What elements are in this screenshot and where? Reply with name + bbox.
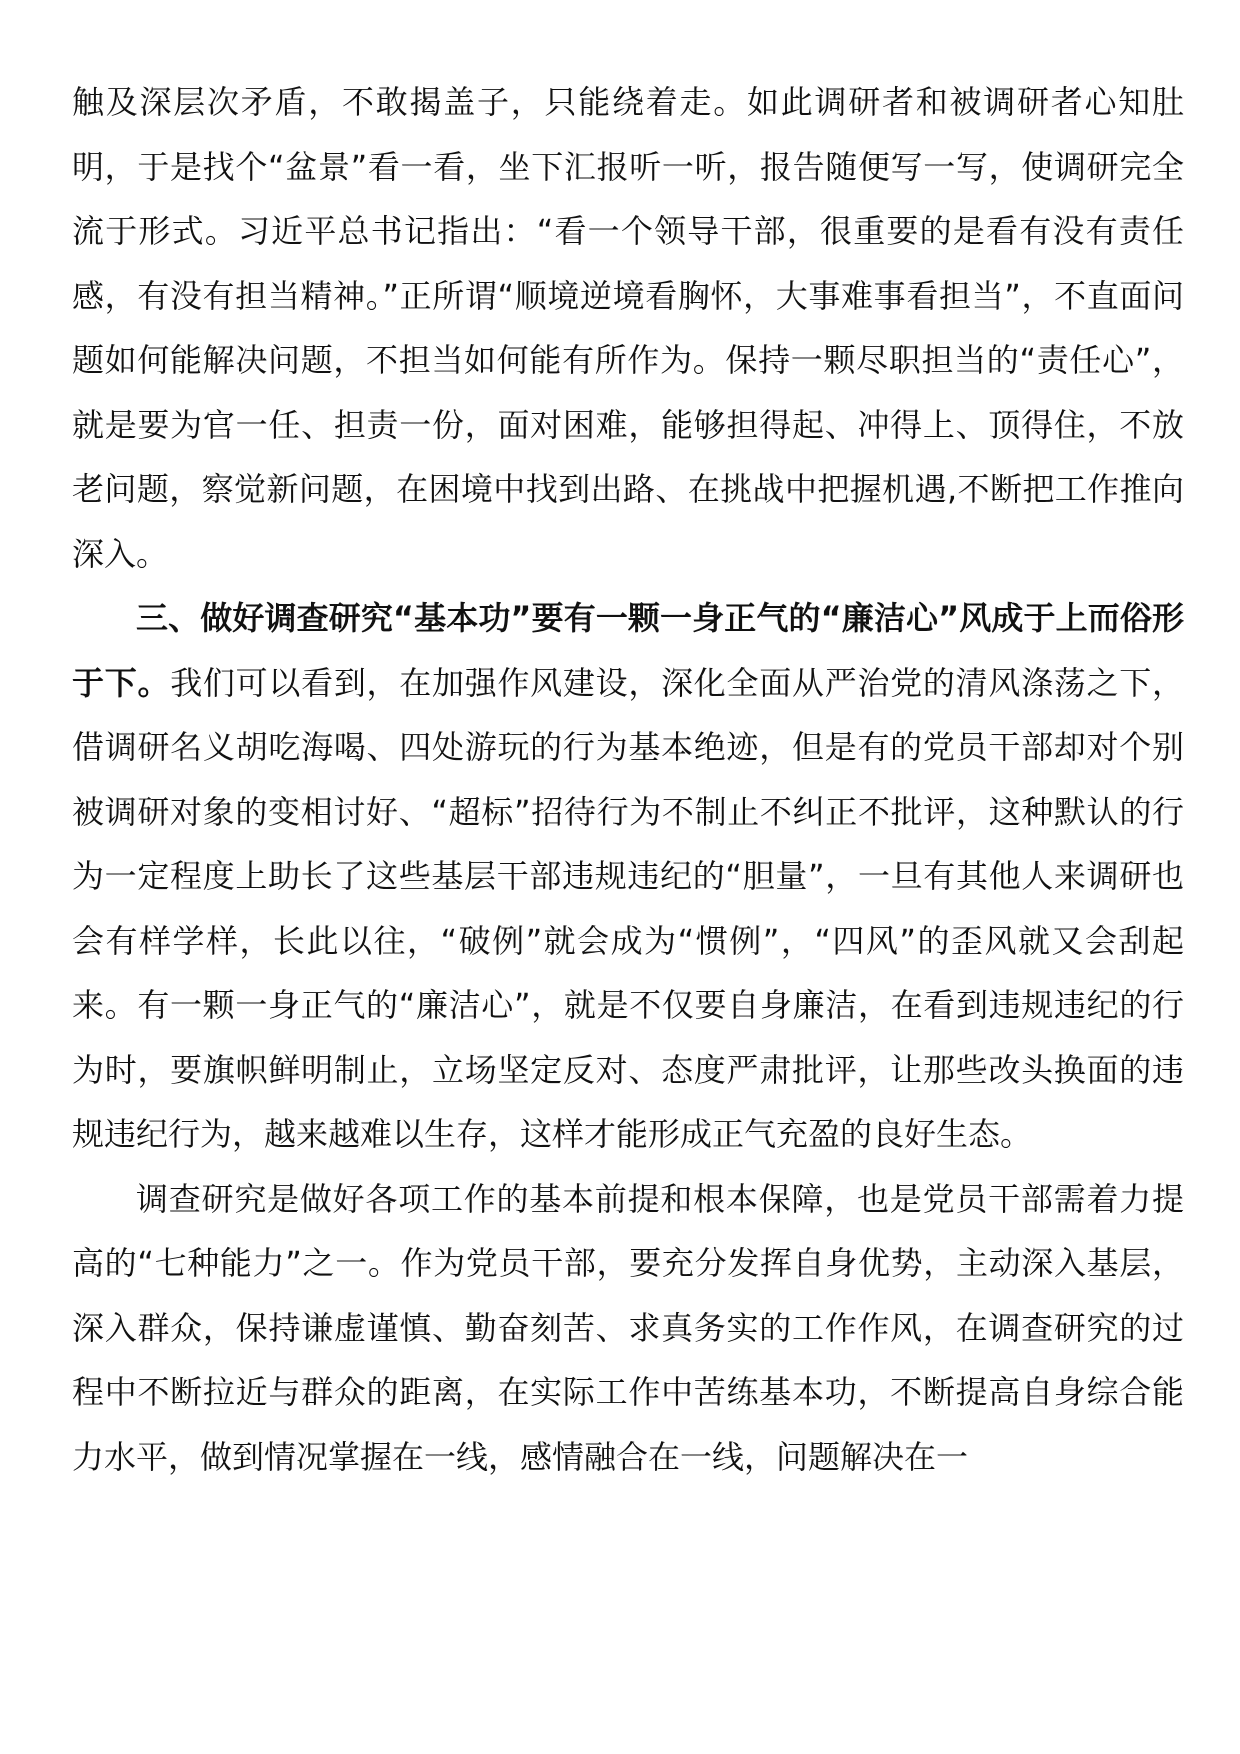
paragraph-conclusion: 调查研究是做好各项工作的基本前提和根本保障，也是党员干部需着力提高的“七种能力”之一。作为党员干部，要充分发挥自身优势，主动深入基层，深入群众，保持谦虚谨慎、勤奋刻苦、求真务实的工作作风，在调查研究的过程中不断拉近与群众的距离，在实际工作中苦练基本功，不断提高自身综合能力水平，做到情况掌握在一线，感情融合在一线，问题解决在一	[72, 1179, 1184, 1476]
section-heading: 三、做好调查研究“基本功”要有一颗一身正气的“廉洁心”风成于上而俗形于下。	[72, 599, 1184, 702]
paragraph-responsibility: 触及深层次矛盾，不敢揭盖子，只能绕着走。如此调研者和被调研者心知肚明，于是找个“盆景”看一看，坐下汇报听一听，报告随便写一写，使调研完全流于形式。习近平总书记指出：“看一个领导干部，很重要的是看有没有责任感，有没有担当精神。”正所谓“顺境逆境看胸怀，大事难事看担当”，不直面问题如何能解决问题，不担当如何能有所作为。保持一颗尽职担当的“责任心”，就是要为官一任、担责一份，面对困难，能够担得起、冲得上、顶得住，不放老问题，察觉新问题，在困境中找到出路、在挑战中把握机遇,不断把工作推向深入。	[72, 83, 1184, 573]
document-body	[72, 70, 1184, 1489]
section-integrity	[72, 586, 1184, 1167]
section-body: 我们可以看到，在加强作风建设，深化全面从严治党的清风涤荡之下，借调研名义胡吃海喝、四处游玩的行为基本绝迹，但是有的党员干部却对个别被调研对象的变相讨好、“超标”招待行为不制止不纠正不批评，这种默认的行为一定程度上助长了这些基层干部违规违纪的“胆量”，一旦有其他人来调研也会有样学样，长此以往，“破例”就会成为“惯例”，“四风”的歪风就又会刮起来。有一颗一身正气的“廉洁心”，就是不仅要自身廉洁，在看到违规违纪的行为时，要旗帜鲜明制止，立场坚定反对、态度严肃批评，让那些改头换面的违规违纪行为，越来越难以生存，这样才能形成正气充盈的良好生态。	[72, 663, 1184, 1153]
